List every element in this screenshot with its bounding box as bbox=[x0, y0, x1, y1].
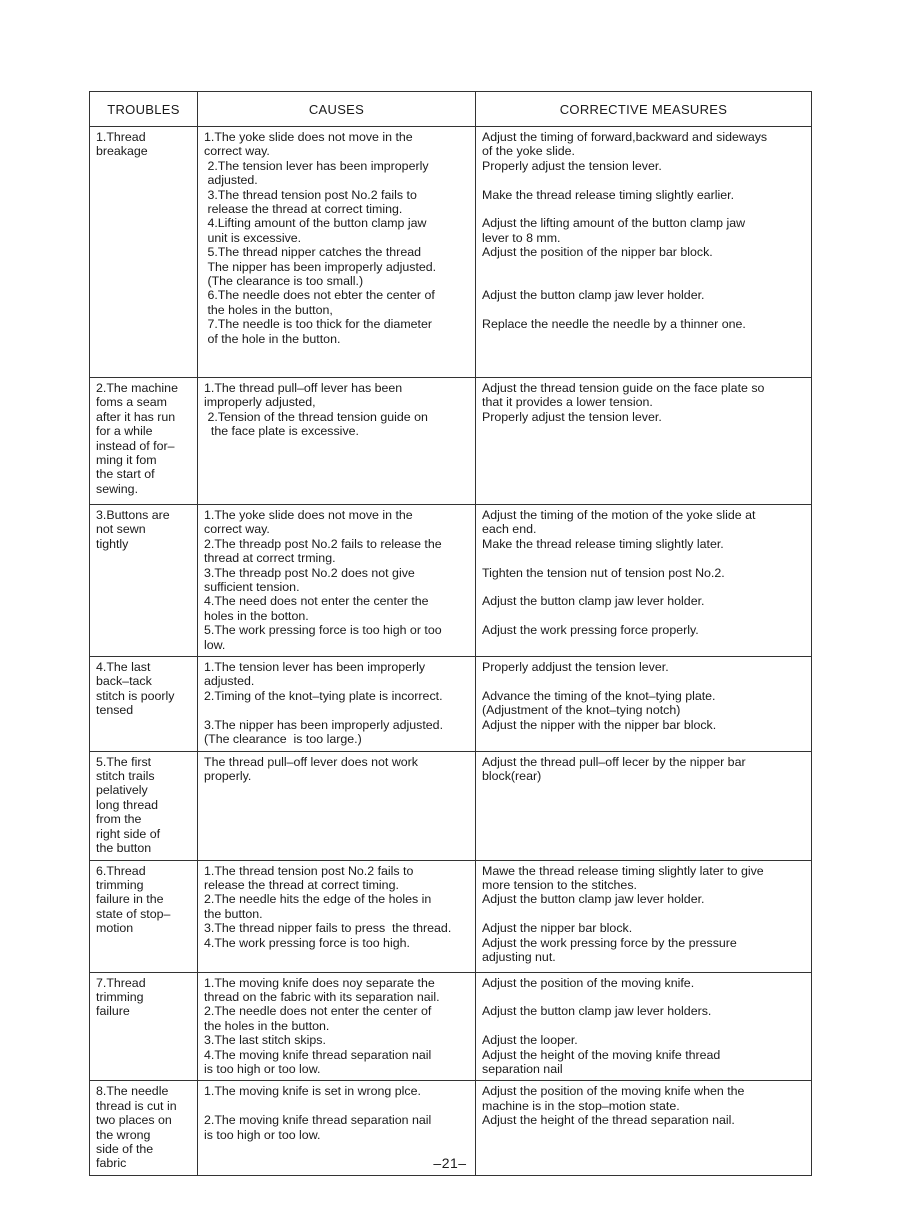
measure-line: Adjust the button clamp jaw lever holder. bbox=[482, 594, 705, 609]
measure-line: Adjust the nipper with the nipper bar block. bbox=[482, 717, 717, 732]
cause-line: The nipper has been improperly adjusted. bbox=[204, 259, 437, 274]
cause-line: correct way. bbox=[204, 144, 270, 159]
troubleshooting-table bbox=[89, 91, 812, 1176]
trouble-cell bbox=[90, 972, 198, 1081]
trouble-text: 5.The first stitch trails pelatively long thread from the right side of the button bbox=[96, 754, 161, 855]
cause-line: release the thread at correct timing. bbox=[204, 877, 399, 892]
cause-line: 5.The work pressing force is too high or too bbox=[204, 623, 442, 638]
trouble-text: 6.Thread trimming failure in the state of stop– motion bbox=[96, 863, 171, 936]
measure-line: more tension to the stitches. bbox=[482, 877, 637, 892]
cause-line: 2.The needle hits the edge of the holes in bbox=[204, 892, 432, 907]
cause-line: 1.The yoke slide does not move in the bbox=[204, 130, 413, 144]
table-row bbox=[90, 378, 812, 505]
cause-line: low. bbox=[204, 637, 226, 652]
measure-line bbox=[482, 274, 806, 288]
cause-line: the holes in the button. bbox=[204, 1018, 330, 1033]
measure-line: each end. bbox=[482, 522, 537, 537]
table-row bbox=[90, 505, 812, 657]
causes-cell bbox=[198, 378, 476, 505]
measure-line: Adjust the button clamp jaw lever holders. bbox=[482, 1004, 712, 1019]
causes-cell bbox=[198, 127, 476, 378]
measure-line: Adjust the height of the moving knife thread bbox=[482, 1047, 721, 1062]
trouble-text: 1.Thread breakage bbox=[96, 130, 148, 159]
page-number: –21– bbox=[433, 1155, 467, 1171]
cause-line: adjusted. bbox=[204, 173, 258, 188]
measure-line bbox=[482, 609, 806, 623]
measure-line: Adjust the position of the nipper bar block. bbox=[482, 245, 713, 260]
header-troubles: TROUBLES bbox=[90, 92, 198, 127]
measure-line: Make the thread release timing slightly later. bbox=[482, 536, 724, 551]
trouble-cell bbox=[90, 860, 198, 972]
cause-line: 4.Lifting amount of the button clamp jaw bbox=[204, 216, 427, 231]
measure-line: Properly addjust the tension lever. bbox=[482, 660, 669, 675]
measure-line bbox=[482, 674, 806, 688]
measure-line: Adjust the button clamp jaw lever holder. bbox=[482, 288, 705, 303]
measure-line bbox=[482, 907, 806, 921]
measure-line: Adjust the thread tension guide on the face plate so bbox=[482, 381, 765, 395]
cause-line: the button. bbox=[204, 906, 263, 921]
measure-line bbox=[482, 332, 806, 346]
cause-line: 4.The work pressing force is too high. bbox=[204, 935, 410, 950]
table-row bbox=[90, 860, 812, 972]
header-corrective-measures: CORRECTIVE MEASURES bbox=[476, 92, 812, 127]
cause-line: the holes in the button, bbox=[204, 302, 333, 317]
table-header-row bbox=[90, 92, 812, 127]
cause-line: unit is excessive. bbox=[204, 230, 302, 245]
cause-line: is too high or too low. bbox=[204, 1127, 321, 1142]
measure-line: that it provides a lower tension. bbox=[482, 395, 653, 410]
cause-line: is too high or too low. bbox=[204, 1061, 321, 1076]
causes-cell bbox=[198, 860, 476, 972]
cause-line: thread on the fabric with its separation nail. bbox=[204, 989, 440, 1004]
cause-line: correct way. bbox=[204, 522, 270, 537]
cause-line: The thread pull–off lever does not work bbox=[204, 754, 418, 769]
measure-line: (Adjustment of the knot–tying notch) bbox=[482, 703, 681, 718]
cause-line: 4.The moving knife thread separation nail bbox=[204, 1047, 432, 1062]
cause-line: 1.The yoke slide does not move in the bbox=[204, 508, 413, 522]
cause-line: 1.The thread pull–off lever has been bbox=[204, 381, 403, 395]
cause-line: 6.The needle does not ebter the center of bbox=[204, 288, 435, 303]
cause-line: 3.The threadp post No.2 does not give bbox=[204, 565, 415, 580]
cause-line: 3.The thread nipper fails to press the thread. bbox=[204, 921, 452, 936]
measures-cell bbox=[476, 127, 812, 378]
cause-line: improperly adjusted, bbox=[204, 395, 316, 410]
cause-line: 1.The moving knife does noy separate the bbox=[204, 975, 435, 990]
measure-line: block(rear) bbox=[482, 768, 542, 783]
cause-line: 3.The thread tension post No.2 fails to bbox=[204, 187, 417, 202]
table-row bbox=[90, 972, 812, 1081]
measure-line bbox=[482, 260, 806, 274]
measure-line: Adjust the height of the thread separation nail. bbox=[482, 1113, 735, 1128]
measure-line: Adjust the position of the moving knife. bbox=[482, 975, 695, 990]
cause-line: (The clearance is too small.) bbox=[204, 274, 364, 289]
measures-cell bbox=[476, 860, 812, 972]
measure-line bbox=[482, 580, 806, 594]
measure-line: Adjust the timing of forward,backward and sideways bbox=[482, 130, 768, 144]
trouble-text: 2.The machine foms a seam after it has run for a while instead of for– ming it fom the start of sewing. bbox=[96, 381, 178, 496]
measure-line: Adjust the looper. bbox=[482, 1033, 578, 1048]
trouble-cell bbox=[90, 505, 198, 657]
measure-line: lever to 8 mm. bbox=[482, 230, 561, 245]
cause-line: 5.The thread nipper catches the thread bbox=[204, 245, 421, 260]
measure-line: Adjust the button clamp jaw lever holder. bbox=[482, 892, 705, 907]
trouble-cell bbox=[90, 751, 198, 860]
table-row bbox=[90, 751, 812, 860]
cause-line: 2.The tension lever has been improperly bbox=[204, 158, 429, 173]
causes-cell bbox=[198, 972, 476, 1081]
measure-line: Adjust the position of the moving knife when the bbox=[482, 1084, 745, 1099]
measure-line: Mawe the thread release timing slightly later to give bbox=[482, 863, 764, 878]
measure-line bbox=[482, 303, 806, 317]
trouble-cell bbox=[90, 127, 198, 378]
cause-line: release the thread at correct timing. bbox=[204, 202, 403, 217]
measure-line: Properly adjust the tension lever. bbox=[482, 409, 662, 424]
trouble-text: 8.The needle thread is cut in two places on the wrong side of the fabric bbox=[96, 1084, 177, 1171]
measure-line: Adjust the thread pull–off lecer by the nipper bar bbox=[482, 754, 746, 769]
causes-cell bbox=[198, 505, 476, 657]
cause-line: (The clearance is too large.) bbox=[204, 732, 362, 747]
measures-cell bbox=[476, 505, 812, 657]
measure-line: Tighten the tension nut of tension post No.2. bbox=[482, 565, 725, 580]
header-causes: CAUSES bbox=[198, 92, 476, 127]
trouble-cell bbox=[90, 378, 198, 505]
measure-line bbox=[482, 638, 806, 652]
cause-line: 2.The needle does not enter the center of bbox=[204, 1004, 432, 1019]
cause-line: 2.Tension of the thread tension guide on bbox=[204, 409, 428, 424]
cause-line: adjusted. bbox=[204, 674, 255, 689]
cause-line bbox=[204, 1099, 470, 1113]
cause-line: 1.The thread tension post No.2 fails to bbox=[204, 863, 414, 878]
cause-line: 3.The last stitch skips. bbox=[204, 1033, 326, 1048]
measure-line bbox=[482, 202, 806, 216]
cause-line bbox=[204, 703, 470, 717]
cause-line: 2.Timing of the knot–tying plate is incorrect. bbox=[204, 688, 443, 703]
cause-line: 7.The needle is too thick for the diameter bbox=[204, 317, 432, 332]
trouble-text: 7.Thread trimming failure bbox=[96, 975, 146, 1019]
cause-line: 1.The tension lever has been improperly bbox=[204, 660, 426, 675]
cause-line: the face plate is excessive. bbox=[204, 424, 359, 439]
measure-line: Replace the needle the needle by a thinner one. bbox=[482, 317, 746, 332]
causes-cell bbox=[198, 657, 476, 751]
measures-cell bbox=[476, 657, 812, 751]
cause-line: 2.The threadp post No.2 fails to release the bbox=[204, 536, 442, 551]
measure-line: Make the thread release timing slightly earlier. bbox=[482, 187, 735, 202]
cause-line: properly. bbox=[204, 768, 252, 783]
measure-line: Adjust the work pressing force properly. bbox=[482, 623, 699, 638]
table-row bbox=[90, 127, 812, 378]
measure-line bbox=[482, 551, 806, 565]
measure-line bbox=[482, 732, 806, 746]
cause-line: 4.The need does not enter the center the bbox=[204, 594, 429, 609]
table-row bbox=[90, 657, 812, 751]
cause-line: thread at correct trming. bbox=[204, 551, 336, 566]
measure-line: Advance the timing of the knot–tying plate. bbox=[482, 688, 716, 703]
measure-line: Adjust the timing of the motion of the yoke slide at bbox=[482, 508, 756, 522]
table-body bbox=[90, 127, 812, 1176]
measure-line: of the yoke slide. bbox=[482, 144, 575, 159]
measure-line bbox=[482, 1019, 806, 1033]
measure-line: Adjust the lifting amount of the button clamp jaw bbox=[482, 216, 746, 231]
measures-cell bbox=[476, 972, 812, 1081]
cause-line: holes in the botton. bbox=[204, 608, 309, 623]
measure-line: separation nail bbox=[482, 1061, 563, 1076]
measures-cell bbox=[476, 378, 812, 505]
trouble-text: 4.The last back–tack stitch is poorly tensed bbox=[96, 660, 175, 718]
measure-line: machine is in the stop–motion state. bbox=[482, 1098, 680, 1113]
cause-line: sufficient tension. bbox=[204, 580, 300, 595]
measure-line: Adjust the nipper bar block. bbox=[482, 921, 633, 936]
measures-cell bbox=[476, 751, 812, 860]
measure-line: Properly adjust the tension lever. bbox=[482, 158, 662, 173]
trouble-cell bbox=[90, 657, 198, 751]
causes-cell bbox=[198, 751, 476, 860]
measure-line bbox=[482, 173, 806, 187]
measure-line: adjusting nut. bbox=[482, 949, 556, 964]
trouble-text: 3.Buttons are not sewn tightly bbox=[96, 508, 170, 551]
cause-line: of the hole in the button. bbox=[204, 331, 341, 346]
measure-line: Adjust the work pressing force by the pressure bbox=[482, 935, 737, 950]
cause-line: 2.The moving knife thread separation nail bbox=[204, 1113, 432, 1128]
cause-line: 1.The moving knife is set in wrong plce. bbox=[204, 1084, 421, 1099]
measure-line bbox=[482, 990, 806, 1004]
cause-line: 3.The nipper has been improperly adjusted. bbox=[204, 717, 444, 732]
